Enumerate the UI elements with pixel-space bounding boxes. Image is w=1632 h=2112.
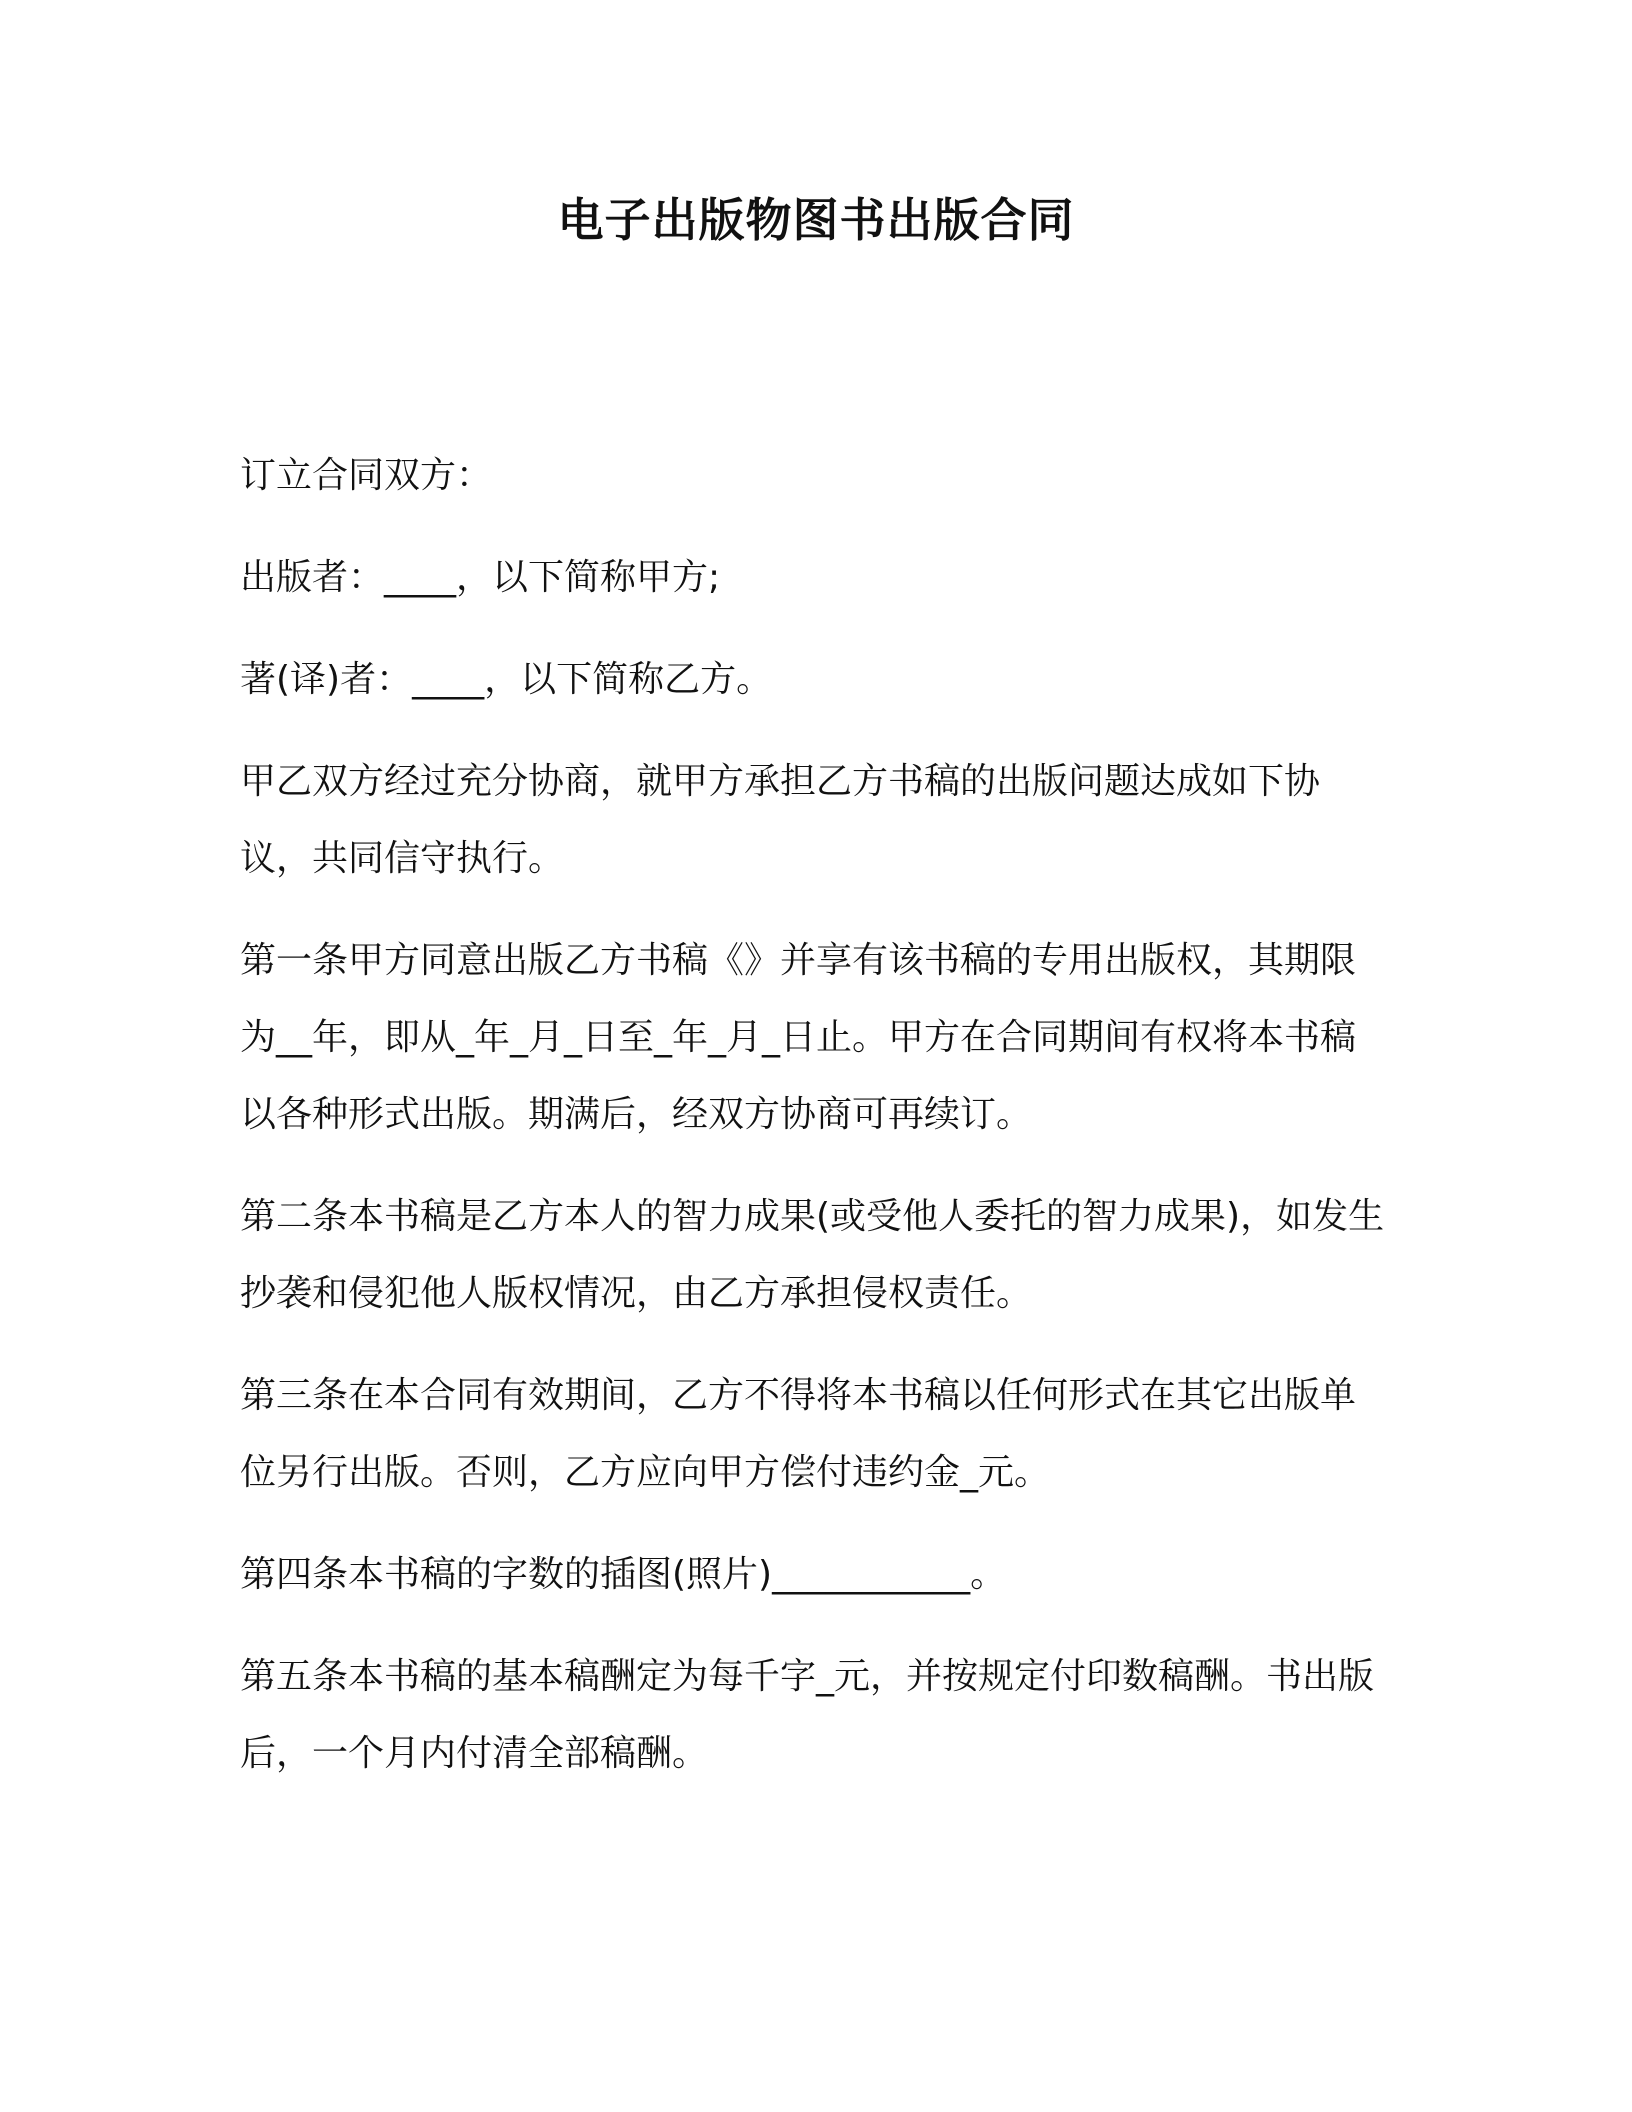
paragraph-article-4: 第四条本书稿的字数的插图(照片)___________。 (240, 1554, 1007, 1595)
paragraph-agreement-intro: 甲乙双方经过充分协商，就甲方承担乙方书稿的出版问题达成如下协议，共同信守执行。 (240, 761, 1321, 879)
document-title: 电子出版物图书出版合同 (557, 193, 1075, 247)
paragraph-article-2: 第二条本书稿是乙方本人的智力成果(或受他人委托的智力成果)，如发生抄袭和侵犯他人版权情况，由乙方承担侵权责任。 (240, 1196, 1385, 1314)
paragraph-author: 著(译)者：____，以下简称乙方。 (240, 659, 773, 700)
paragraph-article-1: 第一条甲方同意出版乙方书稿《》并享有该书稿的专用出版权，其期限为__年，即从_年_月_日至_年_月_日止。甲方在合同期间有权将本书稿以各种形式出版。期满后，经双方协商可再续订。 (240, 940, 1357, 1135)
paragraph-publisher: 出版者：____，以下简称甲方; (240, 557, 721, 598)
document-body (240, 437, 1390, 1817)
paragraph-article-5: 第五条本书稿的基本稿酬定为每千字_元，并按规定付印数稿酬。书出版后，一个月内付清全部稿酬。 (240, 1656, 1375, 1774)
paragraph-parties-intro: 订立合同双方： (240, 455, 493, 496)
paragraph-article-3: 第三条在本合同有效期间，乙方不得将本书稿以任何形式在其它出版单位另行出版。否则，乙方应向甲方偿付违约金_元。 (240, 1375, 1357, 1493)
